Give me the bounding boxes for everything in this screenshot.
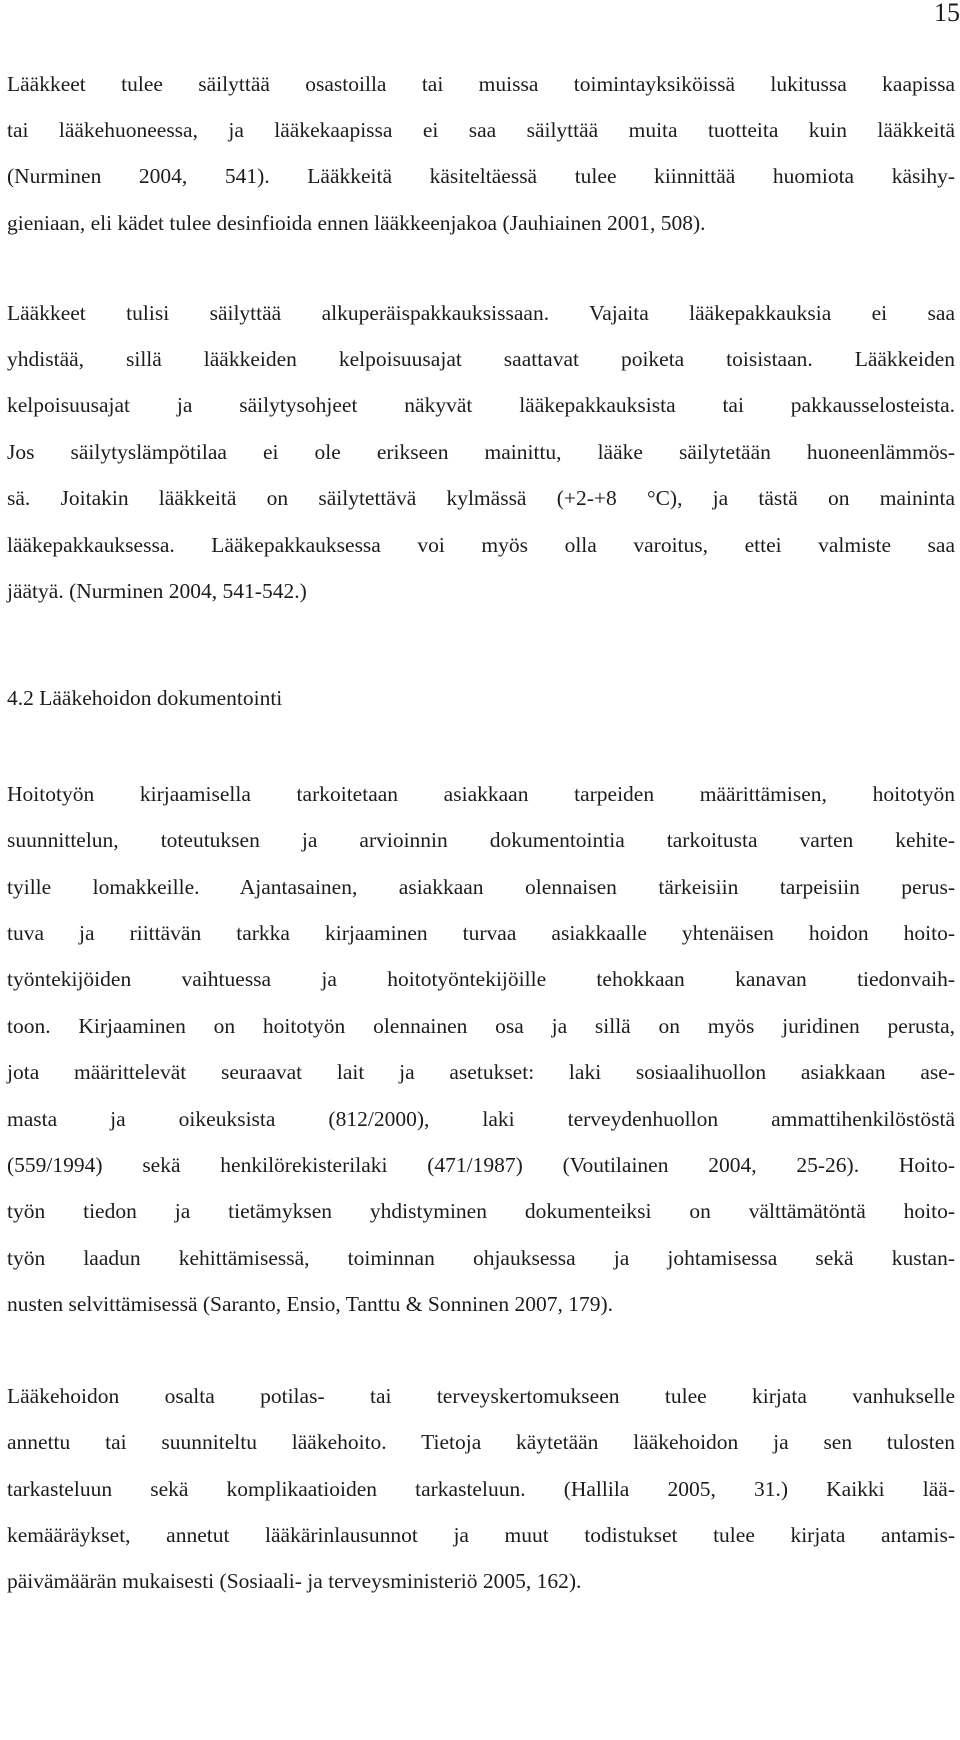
section-heading: 4.2 Lääkehoidon dokumentointi xyxy=(7,686,283,710)
text-line: Hoitotyön kirjaamisella tarkoitetaan asiakkaan tarpeiden määrittämisen, hoitotyön xyxy=(7,782,955,806)
text-line: Lääkkeet tulisi säilyttää alkuperäispakkauksissaan. Vajaita lääkepakkauksia ei saa xyxy=(7,301,955,325)
text-line: gieniaan, eli kädet tulee desinfioida ennen lääkkeenjakoa (Jauhiainen 2001, 508). xyxy=(7,211,706,235)
text-line: tarkasteluun sekä komplikaatioiden tarkasteluun. (Hallila 2005, 31.) Kaikki lää- xyxy=(7,1477,955,1501)
text-line: Jos säilytyslämpötilaa ei ole erikseen mainittu, lääke säilytetään huoneenlämmös- xyxy=(7,440,955,464)
text-line: Lääkehoidon osalta potilas- tai terveyskertomukseen tulee kirjata vanhukselle xyxy=(7,1384,955,1408)
text-line: lääkepakkauksessa. Lääkepakkauksessa voi myös olla varoitus, ettei valmiste saa xyxy=(7,533,955,557)
text-line: päivämäärän mukaisesti (Sosiaali- ja terveysministeriö 2005, 162). xyxy=(7,1569,582,1593)
text-line: (Nurminen 2004, 541). Lääkkeitä käsiteltäessä tulee kiinnittää huomiota käsihy- xyxy=(7,164,955,188)
text-line: yhdistää, sillä lääkkeiden kelpoisuusajat saattavat poiketa toisistaan. Lääkkeiden xyxy=(7,347,955,371)
text-line: jota määrittelevät seuraavat lait ja asetukset: laki sosiaalihuollon asiakkaan ase- xyxy=(7,1060,955,1084)
text-line: työntekijöiden vaihtuessa ja hoitotyöntekijöille tehokkaan kanavan tiedonvaih- xyxy=(7,967,955,991)
text-line: masta ja oikeuksista (812/2000), laki terveydenhuollon ammattihenkilöstöstä xyxy=(7,1107,955,1131)
text-line: tuva ja riittävän tarkka kirjaaminen turvaa asiakkaalle yhtenäisen hoidon hoito- xyxy=(7,921,955,945)
text-line: annettu tai suunniteltu lääkehoito. Tietoja käytetään lääkehoidon ja sen tulosten xyxy=(7,1430,955,1454)
text-line: työn tiedon ja tietämyksen yhdistyminen dokumenteiksi on välttämätöntä hoito- xyxy=(7,1199,955,1223)
text-line: (559/1994) sekä henkilörekisterilaki (471/1987) (Voutilainen 2004, 25-26). Hoito- xyxy=(7,1153,955,1177)
text-line: tai lääkehuoneessa, ja lääkekaapissa ei saa säilyttää muita tuotteita kuin lääkkeitä xyxy=(7,118,955,142)
text-line: toon. Kirjaaminen on hoitotyön olennainen osa ja sillä on myös juridinen perusta, xyxy=(7,1014,955,1038)
text-line: kelpoisuusajat ja säilytysohjeet näkyvät lääkepakkauksista tai pakkausselosteista. xyxy=(7,393,955,417)
text-line: suunnittelun, toteutuksen ja arvioinnin dokumentointia tarkoitusta varten kehite- xyxy=(7,828,955,852)
text-line: Lääkkeet tulee säilyttää osastoilla tai muissa toimintayksiköissä lukitussa kaapissa xyxy=(7,72,955,96)
text-line: jäätyä. (Nurminen 2004, 541-542.) xyxy=(7,579,307,603)
text-line: sä. Joitakin lääkkeitä on säilytettävä kylmässä (+2-+8 °C), ja tästä on maininta xyxy=(7,486,955,510)
text-line: työn laadun kehittämisessä, toiminnan ohjauksessa ja johtamisessa sekä kustan- xyxy=(7,1246,955,1270)
text-line: tyille lomakkeille. Ajantasainen, asiakkaan olennaisen tärkeisiin tarpeisiin perus- xyxy=(7,875,955,899)
text-line: kemääräykset, annetut lääkärinlausunnot ja muut todistukset tulee kirjata antamis- xyxy=(7,1523,955,1547)
text-line: nusten selvittämisessä (Saranto, Ensio, Tanttu & Sonninen 2007, 179). xyxy=(7,1292,614,1316)
page-number: 15 xyxy=(934,0,960,27)
